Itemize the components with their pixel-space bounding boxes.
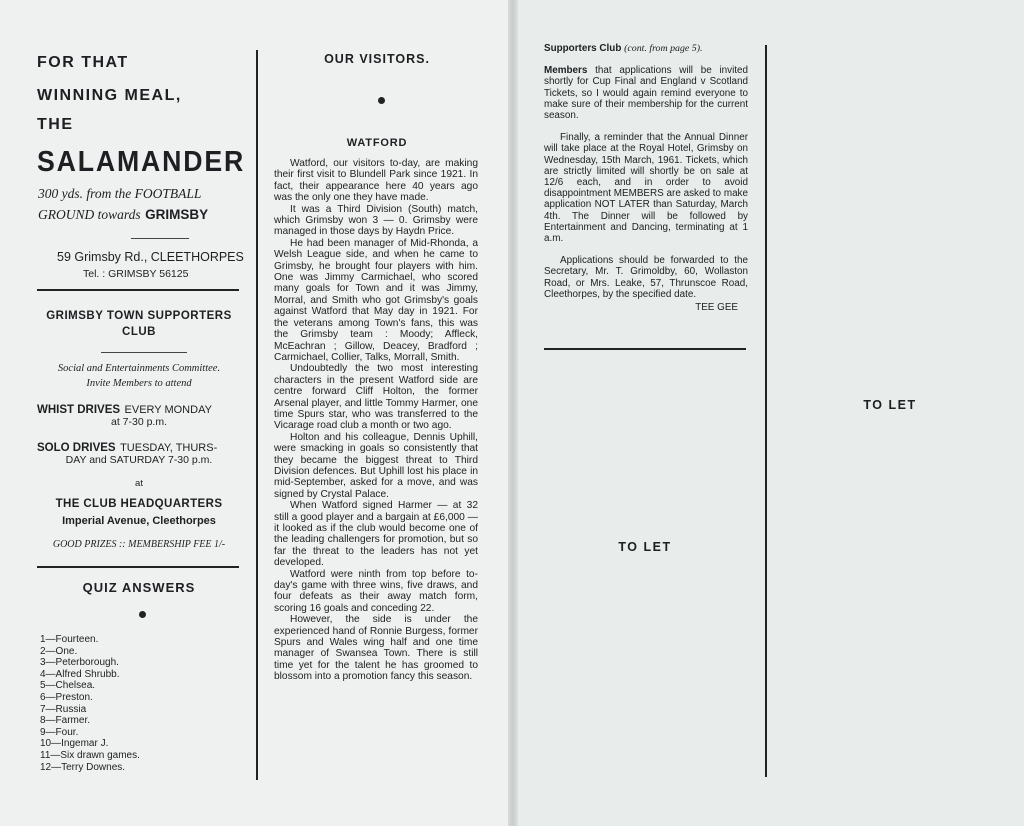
visitors-subtitle: WATFORD <box>346 137 408 149</box>
sc-title: Supporters Club <box>544 43 622 54</box>
divider <box>101 352 187 353</box>
quiz-answer: 1—Fourteen. <box>40 634 99 645</box>
at-label: at <box>135 478 143 489</box>
to-let-right: TO LET <box>863 398 917 412</box>
ad-location-line-1: 300 yds. from the FOOTBALL <box>38 186 202 201</box>
ad-line-2: WINNING MEAL, <box>37 87 182 104</box>
visitors-title: OUR VISITORS. <box>324 52 430 66</box>
quiz-answer: 6—Preston. <box>40 691 93 703</box>
quiz-answer: 12—Terry Downes. <box>40 761 126 773</box>
solo-days-cont: DAY and SATURDAY 7-30 p.m. <box>65 454 213 466</box>
article-paragraph: However, the side is under the experienced hand of Ronnie Burgess, former Spurs and Wales wing half and one time manager of Swansea Town. There is still time yet for the talent he has groomed to blossom into a promotion fancy this season. <box>274 614 478 683</box>
whist-label: WHIST DRIVES <box>37 404 121 416</box>
quiz-answers-list <box>40 634 140 773</box>
hq-title: THE CLUB HEADQUARTERS <box>55 498 223 510</box>
quiz-answer: 11—Six drawn games. <box>40 749 140 761</box>
ad-location-ground: GROUND towards <box>38 207 141 222</box>
quiz-answer: 2—One. <box>40 645 78 657</box>
quiz-answer: 9—Four. <box>40 726 79 738</box>
members-text: that applications will be invited shortly for Cup Final and England v Scotland Tickets, so I would again remind everyone to make sure of their membership for the current season. <box>544 65 749 122</box>
club-title-line-1: GRIMSBY TOWN SUPPORTERS <box>46 310 232 322</box>
hq-address: Imperial Avenue, Cleethorpes <box>62 515 216 527</box>
ad-location-grimsby: GRIMSBY <box>145 207 209 222</box>
club-title-line-2: CLUB <box>122 326 156 338</box>
ad-location-line-2 <box>38 206 208 224</box>
divider <box>37 566 239 568</box>
article-paragraph: It was a Third Division (South) match, which Grimsby won 3 — 0. Grimsby were managed in those days by Haydn Price. <box>274 203 478 238</box>
quiz-answer: 10—Ingemar J. <box>40 738 109 750</box>
divider <box>131 238 189 239</box>
solo-days: TUESDAY, THURS- <box>120 442 218 454</box>
quiz-answer: 3—Peterborough. <box>40 657 119 669</box>
bullet-dot <box>139 611 146 618</box>
ad-telephone: Tel. : GRIMSBY 56125 <box>83 268 189 280</box>
signature: TEE GEE <box>695 302 738 314</box>
whist-time: at 7-30 p.m. <box>110 416 168 428</box>
article-paragraph: Undoubtedly the two most interesting characters in the present Watford side are centre forward Cliff Holton, the former Arsenal player, and little Tommy Harmer, one time Spurs star, who was transferred to the Vicarage road club a month or two ago. <box>274 363 478 432</box>
sc-heading <box>544 43 748 54</box>
ad-address: 59 Grimsby Rd., CLEETHORPES <box>57 250 244 264</box>
quiz-answer: 4—Alfred Shrubb. <box>40 668 120 680</box>
members-lead: Members <box>544 65 588 77</box>
quiz-answer: 8—Farmer. <box>40 715 91 727</box>
ad-line-1: FOR THAT <box>37 54 129 71</box>
column-divider <box>765 45 767 777</box>
social-committee: Social and Entertainments Committee. <box>57 363 221 374</box>
article-paragraph: Holton and his colleague, Dennis Uphill, were smacking in goals so consistently that they became the biggest threat to Third Division defences. But Uphill lost his place in mid-September, asked for a move, and was signed by Crystal Palace. <box>274 431 478 500</box>
article-paragraph: Watford were ninth from top before to-day's game with three wins, five draws, and four defeats as their away match form, scoring 16 goals and conceding 22. <box>274 568 478 614</box>
supporters-club-notes <box>544 43 748 313</box>
solo-label: SOLO DRIVES <box>37 442 116 454</box>
to-let-left: TO LET <box>618 540 672 554</box>
sc-continued: (cont. from page 5). <box>624 43 703 54</box>
bullet-dot <box>378 97 385 104</box>
visitors-article <box>274 158 478 683</box>
article-paragraph: When Watford signed Harmer — at 32 still a good player and a bargain at £6,000 — it looked as if the club would become one of the leading challengers for promotion, but so far the threat to the leaders has not yet developed. <box>274 500 478 569</box>
ad-line-3: THE <box>37 116 74 133</box>
whist-day: EVERY MONDAY <box>124 404 212 416</box>
applications-paragraph: Applications should be forwarded to the Secretary, Mr. T. Grimoldby, 60, Wollaston Road, or Mrs. Leake, 57, Thrunscoe Road, Cleethorpes, by the specified date. <box>544 255 748 300</box>
social-invite: Invite Members to attend <box>86 378 192 389</box>
dinner-paragraph: Finally, a reminder that the Annual Dinner will take place at the Royal Hotel, Grimsby on Wednesday, 15th March, 1961. Tickets, which are strictly limited will shortly be on sale at 12/6 each, and in order to avoid disappointment MEMBERS are asked to make application NOT LATER than Saturday, March 4th. The Dinner will be followed by Entertainment and Dancing, terminating at 1 a.m. <box>544 132 748 245</box>
column-divider <box>256 50 258 780</box>
quiz-answer: 7—Russia <box>40 703 87 715</box>
page-gutter <box>508 0 518 826</box>
prizes-membership: GOOD PRIZES :: MEMBERSHIP FEE 1/- <box>52 539 226 550</box>
quiz-title: QUIZ ANSWERS <box>82 580 196 595</box>
members-paragraph <box>544 65 748 121</box>
article-paragraph: He had been manager of Mid-Rhonda, a Welsh League side, and when he came to Grimsby, he brought four players with him. One was Jimmy Carmichael, who scored many goals for Town and it was Jimmy, Morral, and Smith who got Grimsby's goals against Watford that May day in 1921. For the veterans among Town's fans, this was the Grimsby team : Moody; Affleck, McEachran ; Gillow, Deacey, Bradford ; Carmichael, Collier, Talks, Morrall, Smith. <box>274 237 478 363</box>
divider <box>37 289 239 291</box>
ad-restaurant-name: SALAMANDER <box>37 146 246 178</box>
quiz-answer: 5—Chelsea. <box>40 680 96 692</box>
article-paragraph: Watford, our visitors to-day, are making their first visit to Blundell Park since 1921. In fact, their appearance here 40 years ago was the only one they have made. <box>274 158 478 204</box>
divider <box>544 348 746 350</box>
